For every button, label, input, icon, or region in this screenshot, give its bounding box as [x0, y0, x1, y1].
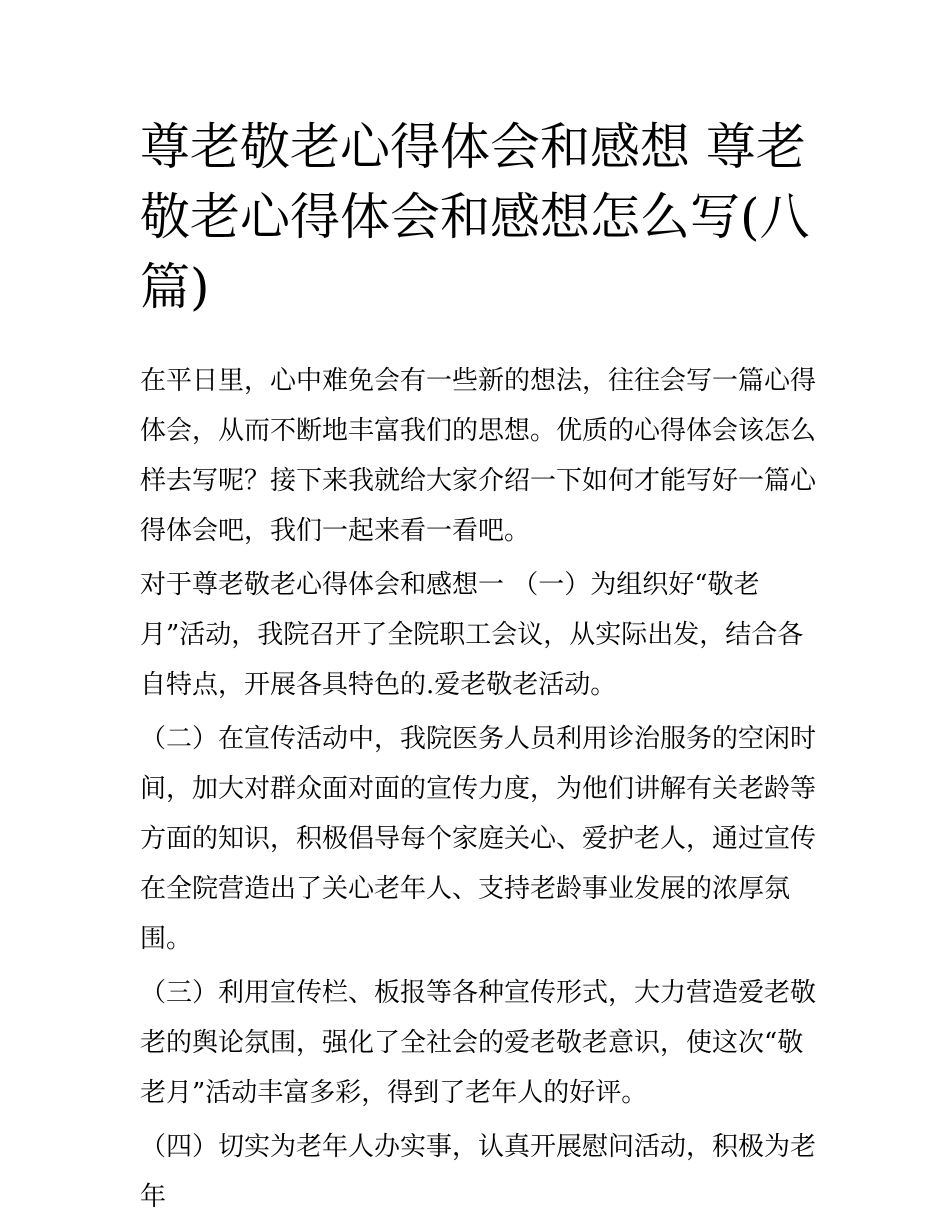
document-title: 尊老敬老心得体会和感想 尊老敬老心得体会和感想怎么写(八篇) [140, 118, 810, 316]
paragraph-intro: 在平日里，心中难免会有一些新的想法，往往会写一篇心得体会，从而不断地丰富我们的思想。优质的心得体会该怎么样去写呢？接下来我就给大家介绍一下如何才能写好一篇心得体会吧，我们一起来看一看吧。 [140, 366, 817, 546]
paragraph-3: （三）利用宣传栏、板报等各种宣传形式，大力营造爱老敬老的舆论氛围，强化了全社会的爱老敬老意识，使这次“敬老月”活动丰富多彩，得到了老年人的好评。 [140, 978, 817, 1108]
paragraph-4: （四）切实为老年人办实事，认真开展慰问活动，积极为老年 [140, 1132, 817, 1212]
paragraph-2: （二）在宣传活动中，我院医务人员利用诊治服务的空闲时间，加大对群众面对面的宣传力度，为他们讲解有关老龄等方面的知识，积极倡导每个家庭关心、爱护老人，通过宣传在全院营造出了关心老年人、支持老龄事业发展的浓厚氛围。 [140, 724, 817, 954]
document-body [140, 356, 820, 1226]
paragraph-1: 对于尊老敬老心得体会和感想一 （一）为组织好“敬老月”活动，我院召开了全院职工会议，从实际出发，结合各自特点，开展各具特色的.爱老敬老活动。 [140, 570, 804, 700]
